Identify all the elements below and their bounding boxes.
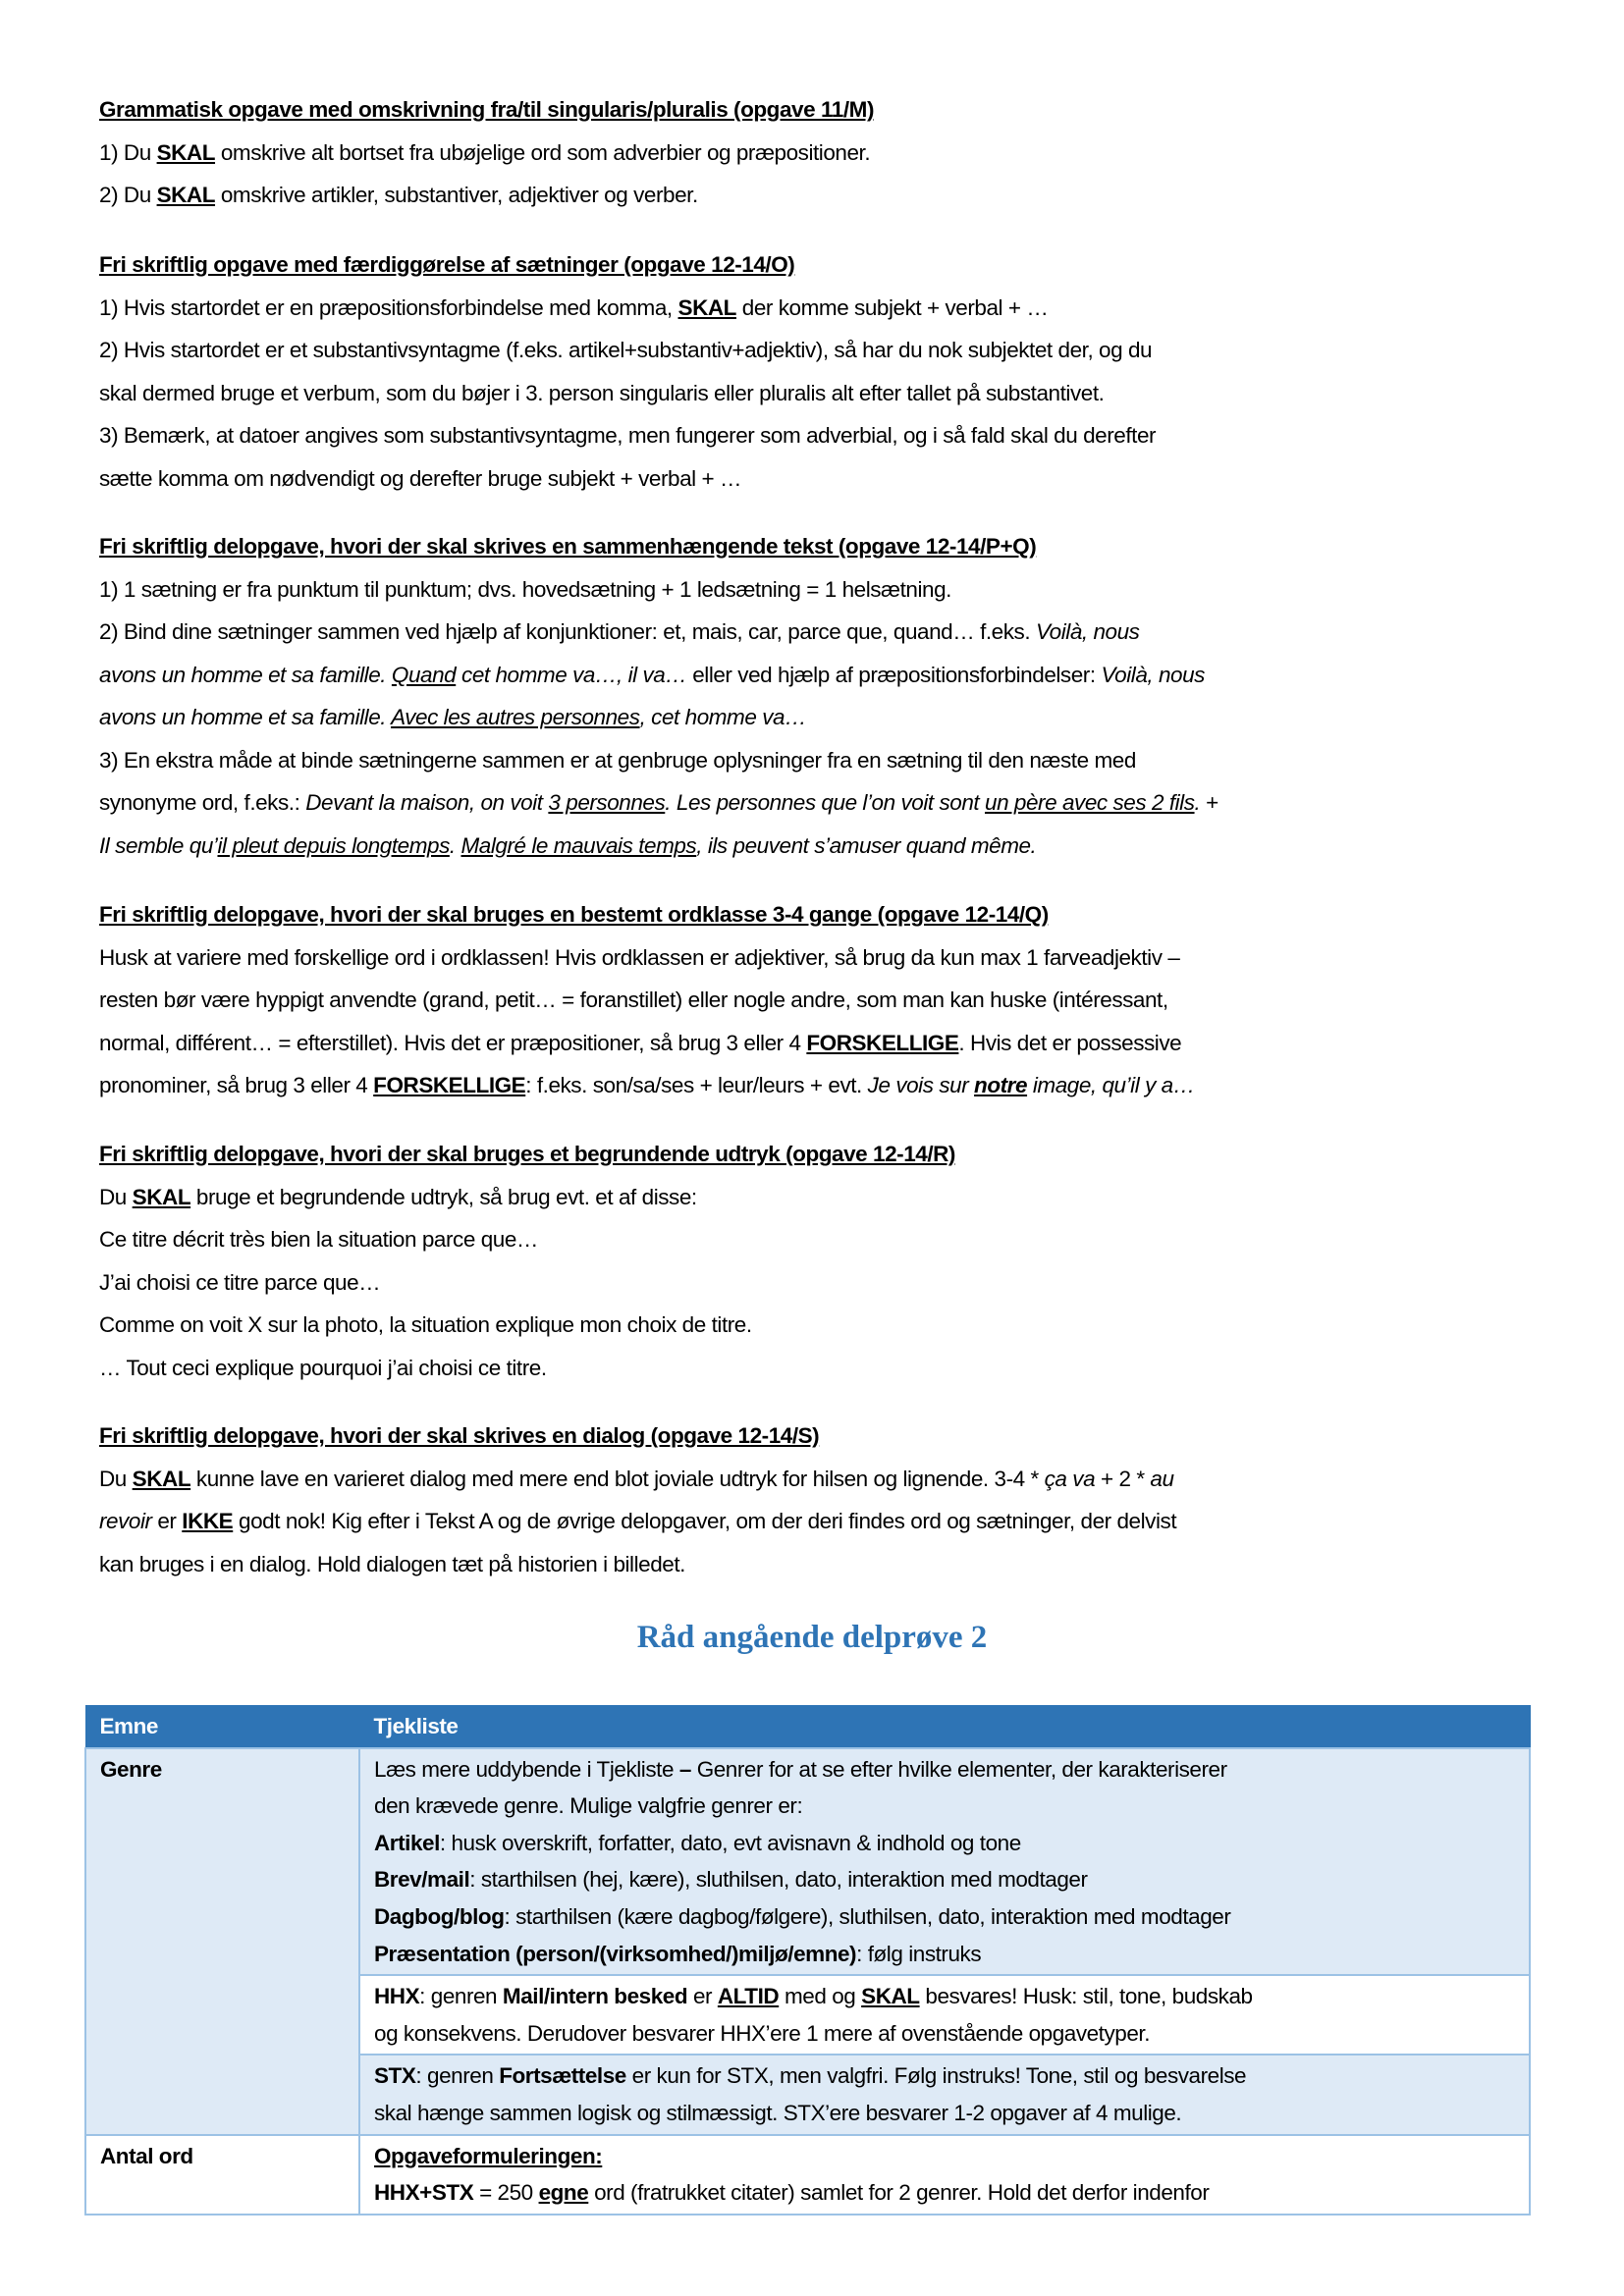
genre-label: Genre xyxy=(85,1748,359,2135)
checklist-table xyxy=(84,1705,1531,2216)
text-run: er kun for STX, men valgfri. Følg instruks! Tone, stil og besvarelse xyxy=(625,2063,1247,2089)
emphasis-text: IKKE xyxy=(182,1509,234,1533)
text-line xyxy=(99,1176,1552,1219)
emphasis-text: egne xyxy=(538,2180,589,2206)
task-section xyxy=(99,1133,1552,1389)
text-line xyxy=(374,2015,1515,2053)
text-run: ça va xyxy=(1044,1466,1096,1491)
text-run: Du xyxy=(99,1184,133,1209)
text-line xyxy=(99,1261,1552,1305)
text-run: med og xyxy=(779,1984,862,2009)
text-run: 1) 1 sætning er fra punktum til punktum; dvs. hovedsætning + 1 ledsætning = 1 helsætning. xyxy=(99,576,951,602)
text-line xyxy=(374,2095,1515,2132)
text-run: . Les personnes que l’on voit sont xyxy=(665,790,985,815)
text-run: normal, différent… = efterstillet). Hvis det er præpositioner, så brug 3 eller 4 xyxy=(99,1030,807,1055)
emphasis-text: SKAL xyxy=(156,139,216,165)
text-run: Genrer for at se efter hvilke elementer, der karakteriserer xyxy=(690,1756,1227,1782)
text-line xyxy=(99,568,1552,612)
emphasis-text: Præsentation (person/(virksomhed/)miljø/emne) xyxy=(374,1941,857,1966)
text-line xyxy=(374,1861,1515,1898)
antal-ord-cell xyxy=(359,2135,1530,2215)
text-run: . xyxy=(449,832,461,858)
text-run: : starthilsen (kære dagbog/følgere), sluthilsen, dato, interaktion med modtager xyxy=(504,1903,1231,1929)
text-run: 3) Bemærk, at datoer angives som substantivsyntagme, men fungerer som adverbial, og i så fald skal du derefter xyxy=(99,423,1157,448)
header-emne: Emne xyxy=(85,1706,359,1748)
text-run: un père avec ses 2 fils xyxy=(985,790,1195,815)
text-line xyxy=(99,329,1552,372)
text-line xyxy=(99,739,1552,782)
text-line xyxy=(99,781,1552,825)
task-section xyxy=(99,893,1552,1107)
text-line xyxy=(99,1304,1552,1347)
genre-cell-hhx xyxy=(359,1975,1530,2055)
text-run: Malgré le mauvais temps xyxy=(460,832,697,858)
emphasis-text: Artikel xyxy=(374,1830,440,1855)
text-run: skal dermed bruge et verbum, som du bøjer i 3. person singularis eller pluralis alt efter tallet på substantivet. xyxy=(99,380,1105,405)
text-line xyxy=(99,979,1552,1022)
emphasis-text: SKAL xyxy=(677,294,736,320)
text-run: Læs mere uddybende i Tjekliste xyxy=(374,1756,679,1782)
text-run: 2) Du xyxy=(99,183,157,207)
text-run: + 2 * xyxy=(1095,1466,1151,1491)
text-run: : genren xyxy=(415,2063,500,2089)
text-run: Je vois sur xyxy=(867,1073,975,1097)
text-run: og konsekvens. Derudover besvarer HHX’ere 1 mere af ovenstående opgavetyper. xyxy=(374,2020,1151,2046)
text-run: 2) Bind dine sætninger sammen ved hjælp af konjunktioner: et, mais, car, parce que, quand… f.eks. xyxy=(99,619,1036,644)
text-run: 1) Hvis startordet er en præpositionsforbindelse med komma, xyxy=(99,294,678,320)
text-run: Du xyxy=(99,1466,133,1491)
section-heading: Fri skriftlig delopgave, hvori der skal skrives en sammenhængende tekst (opgave 12-14/P+Q) xyxy=(99,534,1037,559)
emphasis-text: Mail/intern besked xyxy=(502,1984,688,2009)
text-run: omskrive alt bortset fra ubøjelige ord som adverbier og præpositioner. xyxy=(215,139,871,165)
text-line xyxy=(99,936,1552,980)
text-line xyxy=(99,1022,1552,1065)
text-run: Devant la maison, on voit xyxy=(305,790,549,815)
text-run: ord (fratrukket citater) samlet for 2 genrer. Hold det derfor indenfor xyxy=(588,2180,1210,2206)
emphasis-text: SKAL xyxy=(132,1184,191,1209)
text-run: Il semble qu’ xyxy=(99,832,218,858)
text-run: omskrive artikler, substantiver, adjektiver og verber. xyxy=(215,183,698,207)
text-run: : genren xyxy=(419,1984,503,2009)
table-row xyxy=(85,2135,1530,2215)
task-section xyxy=(99,243,1552,500)
text-run: Voilà, nous xyxy=(1101,662,1205,687)
text-line xyxy=(99,1543,1552,1586)
text-run: kunne lave en varieret dialog med mere end blot joviale udtryk for hilsen og lignende. 3-4 * xyxy=(190,1466,1045,1491)
text-line xyxy=(99,372,1552,415)
text-line xyxy=(99,1218,1552,1261)
text-line xyxy=(99,611,1552,654)
task-section xyxy=(99,88,1552,217)
text-line xyxy=(374,1751,1515,1789)
emphasis-text: – xyxy=(678,1756,691,1782)
text-run: skal hænge sammen logisk og stilmæssigt. STX’ere besvarer 1-2 opgaver af 4 mulige. xyxy=(374,2100,1182,2125)
text-run: Ce titre décrit très bien la situation parce que… xyxy=(99,1227,538,1252)
text-line xyxy=(374,1825,1515,1862)
emphasis-text: FORSKELLIGE xyxy=(806,1030,959,1055)
emphasis-text: FORSKELLIGE xyxy=(373,1073,526,1097)
section-heading: Fri skriftlig opgave med færdiggørelse af sætninger (opgave 12-14/O) xyxy=(99,252,795,277)
text-line xyxy=(374,1936,1515,1973)
text-run: Avec les autres personnes xyxy=(391,705,640,729)
text-run: = 250 xyxy=(473,2180,539,2206)
text-run: er xyxy=(687,1984,718,2009)
task-section xyxy=(99,1415,1552,1585)
text-run: sætte komma om nødvendigt og derefter bruge subjekt + verbal + … xyxy=(99,465,742,491)
text-run: 2) Hvis startordet er et substantivsyntagme (f.eks. artikel+substantiv+adjektiv), så har du nok subjektet der, og du xyxy=(99,338,1153,362)
text-run: : husk overskrift, forfatter, dato, evt avisnavn & indhold og tone xyxy=(439,1830,1021,1855)
text-run: + xyxy=(1200,790,1218,815)
text-run: image, qu’il y a… xyxy=(1027,1073,1195,1097)
antal-ord-label: Antal ord xyxy=(85,2135,359,2215)
section-heading: Fri skriftlig delopgave, hvori der skal bruges en bestemt ordklasse 3-4 gange (opgave 12-14/Q) xyxy=(99,902,1049,927)
text-run: Voilà, nous xyxy=(1035,619,1140,644)
genre-cell-general xyxy=(359,1748,1530,1976)
text-run: den krævede genre. Mulige valgfrie genrer er: xyxy=(374,1793,803,1819)
text-line xyxy=(374,1978,1515,2015)
text-line xyxy=(99,1347,1552,1390)
emphasis-text: notre xyxy=(974,1073,1028,1097)
emphasis-text: HHX+STX xyxy=(374,2180,474,2206)
text-run: 3 personnes xyxy=(548,790,666,815)
text-line xyxy=(99,287,1552,330)
text-run: … Tout ceci explique pourquoi j’ai choisi ce titre. xyxy=(99,1355,547,1380)
text-run: J’ai choisi ce titre parce que… xyxy=(99,1269,381,1295)
text-run: 3) En ekstra måde at binde sætningerne sammen er at genbruge oplysninger fra en sætning til den næste med xyxy=(99,747,1136,773)
emphasis-text: SKAL xyxy=(861,1984,920,2009)
text-line xyxy=(374,1788,1515,1825)
text-line xyxy=(374,1898,1515,1936)
text-line xyxy=(99,1458,1552,1501)
text-line xyxy=(374,2057,1515,2095)
text-run: resten bør være hyppigt anvendte (grand, petit… = foranstillet) eller nogle andre, som man kan huske (intéressant, xyxy=(99,988,1168,1012)
table-row xyxy=(85,1748,1530,1976)
text-run: Comme on voit X sur la photo, la situation explique mon choix de titre. xyxy=(99,1312,752,1337)
text-line xyxy=(99,457,1552,501)
emphasis-text: Brev/mail xyxy=(374,1867,470,1893)
text-run: : starthilsen (hej, kære), sluthilsen, dato, interaktion med modtager xyxy=(469,1867,1088,1893)
section-heading: Fri skriftlig delopgave, hvori der skal skrives en dialog (opgave 12-14/S) xyxy=(99,1423,820,1448)
task-section xyxy=(99,525,1552,867)
text-line xyxy=(99,132,1552,175)
text-run: eller ved hjælp af præpositionsforbindelser: xyxy=(686,662,1102,687)
emphasis-text: STX xyxy=(374,2063,416,2089)
text-line xyxy=(99,696,1552,739)
text-run: Quand xyxy=(391,662,457,687)
table-header-row xyxy=(85,1706,1530,1748)
text-run: synonyme ord, f.eks.: xyxy=(99,790,306,815)
text-run: 1) Du xyxy=(99,139,157,165)
text-line xyxy=(99,1500,1552,1543)
text-run: cet homme va…, il va… xyxy=(456,662,687,687)
text-run: godt nok! Kig efter i Tekst A og de øvrige delopgaver, om der deri findes ord og sætninger, der delvist xyxy=(233,1509,1177,1533)
text-run: , cet homme va… xyxy=(639,705,807,729)
emphasis-text: SKAL xyxy=(132,1466,191,1491)
text-run: besvares! Husk: stil, tone, budskab xyxy=(919,1984,1253,2009)
text-run: pronominer, så brug 3 eller 4 xyxy=(99,1073,374,1097)
text-run: avons un homme et sa famille. xyxy=(99,705,392,729)
text-run: er xyxy=(151,1509,183,1533)
text-run: . xyxy=(1194,790,1201,815)
text-run: bruge et begrundende udtryk, så brug evt. et af disse: xyxy=(190,1184,697,1209)
emphasis-text: Fortsættelse xyxy=(499,2063,626,2089)
text-run: il pleut depuis longtemps xyxy=(217,832,450,858)
text-line xyxy=(99,654,1552,697)
genre-cell-stx xyxy=(359,2055,1530,2134)
text-run: au xyxy=(1150,1466,1174,1491)
section-heading: Fri skriftlig delopgave, hvori der skal bruges et begrundende udtryk (opgave 12-14/R) xyxy=(99,1142,955,1166)
text-run: kan bruges i en dialog. Hold dialogen tæt på historien i billedet. xyxy=(99,1551,685,1576)
text-line xyxy=(99,1064,1552,1107)
text-run: der komme subjekt + verbal + … xyxy=(735,294,1049,320)
text-run: : følg instruks xyxy=(856,1941,982,1966)
section-heading: Grammatisk opgave med omskrivning fra/til singularis/pluralis (opgave 11/M) xyxy=(99,97,874,122)
text-line xyxy=(374,2174,1515,2212)
text-run: , ils peuvent s’amuser quand même. xyxy=(696,832,1037,858)
text-run: revoir xyxy=(99,1509,152,1533)
emphasis-text: ALTID xyxy=(717,1984,780,2009)
emphasis-text: HHX xyxy=(374,1984,420,2009)
emphasis-text: Opgaveformuleringen: xyxy=(374,2143,603,2168)
text-run: : f.eks. son/sa/ses + leur/leurs + evt. xyxy=(525,1073,868,1097)
text-line xyxy=(99,414,1552,457)
emphasis-text: Dagbog/blog xyxy=(374,1903,505,1929)
text-line xyxy=(99,825,1552,868)
text-line xyxy=(374,2138,1515,2175)
header-tjekliste: Tjekliste xyxy=(359,1706,1530,1748)
text-run: Husk at variere med forskellige ord i ordklassen! Hvis ordklassen er adjektiver, så brug da kun max 1 farveadjektiv – xyxy=(99,944,1180,970)
text-run: . Hvis det er possessive xyxy=(958,1030,1182,1055)
section-title: Råd angående delprøve 2 xyxy=(636,1620,988,1655)
emphasis-text: SKAL xyxy=(156,183,216,207)
text-line xyxy=(99,174,1552,217)
text-run: avons un homme et sa famille. xyxy=(99,662,392,687)
